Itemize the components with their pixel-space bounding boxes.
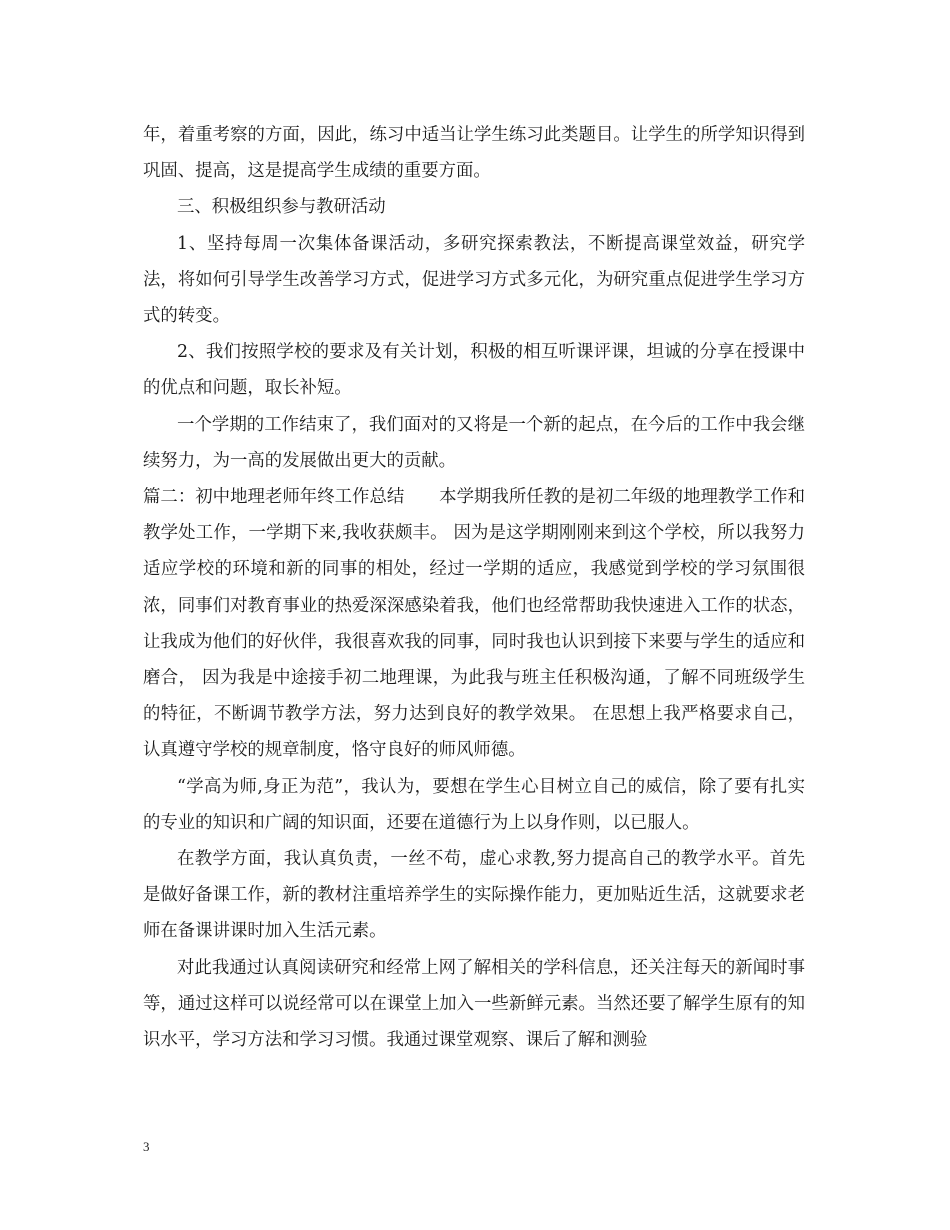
- section-heading: 三、积极组织参与教研活动: [177, 197, 386, 218]
- paragraph: “学高为师,身正为范”，我认为，要想在学生心目树立自己的威信，除了要有扎实的专业的知识和广阔的知识面，还要在道德行为上以身作则，以已服人。: [143, 776, 805, 833]
- paragraph-continuation: 年，着重考察的方面，因此，练习中适当让学生练习此类题目。让学生的所学知识得到巩固、提高，这是提高学生成绩的重要方面。: [143, 125, 805, 182]
- body-text: [143, 117, 805, 1058]
- paragraph: 1、坚持每周一次集体备课活动，多研究探索教法，不断提高课堂效益，研究学法，将如何引导学生改善学习方式，促进学习方式多元化，为研究重点促进学生学习方式的转变。: [143, 233, 805, 327]
- article-two-paragraph: 篇二：初中地理老师年终工作总结 本学期我所任教的是初二年级的地理教学工作和教学处工作，一学期下来,我收获颇丰。 因为是这学期刚刚来到这个学校，所以我努力适应学校的环境和新的同事的相处，经过一学期的适应，我感觉到学校的学习氛围很浓，同事们对教育事业的热爱深深感染着我，他们也经常帮助我快速进入工作的状态，让我成为他们的好伙伴，我很喜欢我的同事，同时我也认识到接下来要与学生的适应和磨合， 因为我是中途接手初二地理课，为此我与班主任积极沟通，了解不同班级学生的特征，不断调节教学方法，努力达到良好的教学效果。 在思想上我严格要求自己，认真遵守学校的规章制度，恪守良好的师风师德。: [143, 487, 805, 761]
- paragraph: 一个学期的工作结束了，我们面对的又将是一个新的起点，在今后的工作中我会继续努力，为一高的发展做出更大的贡献。: [143, 414, 805, 471]
- paragraph: 对此我通过认真阅读研究和经常上网了解相关的学科信息，还关注每天的新闻时事等，通过这样可以说经常可以在课堂上加入一些新鲜元素。当然还要了解学生原有的知识水平，学习方法和学习习惯。我通过课堂观察、课后了解和测验: [143, 957, 805, 1051]
- page-number: 3: [143, 1139, 150, 1154]
- paragraph: 2、我们按照学校的要求及有关计划，积极的相互听课评课，坦诚的分享在授课中的优点和问题，取长补短。: [143, 342, 805, 399]
- paragraph: 在教学方面，我认真负责，一丝不苟，虚心求教,努力提高自己的教学水平。首先是做好备课工作，新的教材注重培养学生的实际操作能力，更加贴近生活，这就要求老师在备课讲课时加入生活元素。: [143, 849, 805, 942]
